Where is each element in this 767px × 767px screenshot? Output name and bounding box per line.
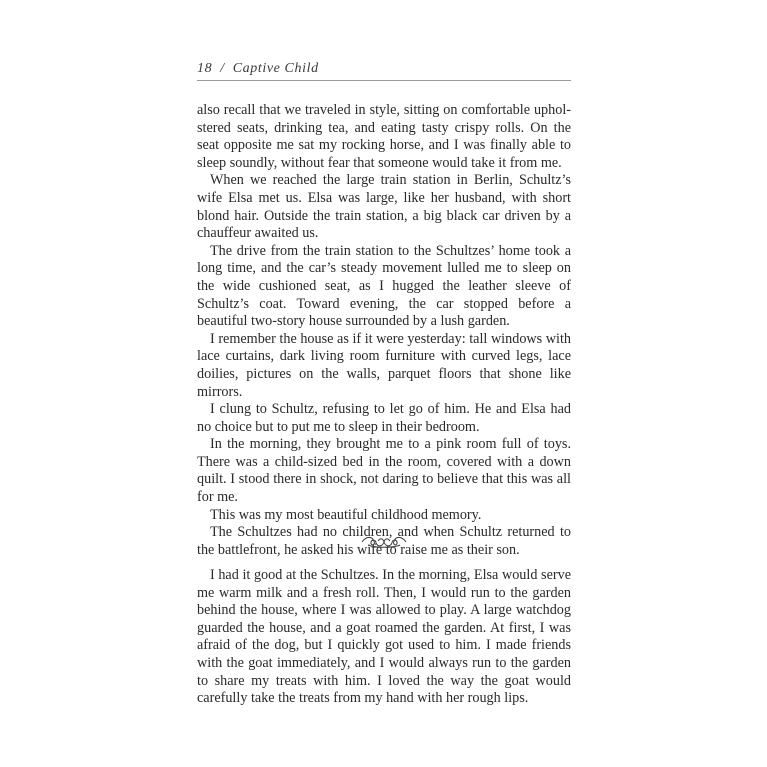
paragraph-6: In the morning, they brought me to a pink room full of toys. There was a child-sized bed in the room, covered with a down quilt. I stood there in shock, not daring to believe that this was all for me.	[197, 436, 571, 506]
paragraph-8: The Schultzes had no children, and when Schultz returned to the battlefront, he asked his wife to raise me as their son.	[197, 524, 571, 558]
page-number: 18	[197, 61, 213, 76]
scroll-ornament-icon	[360, 534, 408, 550]
running-head	[197, 60, 571, 81]
paragraph-9: I had it good at the Schultzes. In the morning, Elsa would serve me warm milk and a fresh roll. Then, I would run to the garden behind the house, where I was allowed to play. A large watchdog guarded the house, and a goat roamed the garden. At first, I was afraid of the dog, but I quickly got used to him. I made friends with the goat immediately, and I would always run to the garden to share my treats with him. I loved the way the goat would carefully take the treats from my hand with her rough lips.	[197, 567, 571, 707]
section-1-text	[197, 102, 571, 559]
paragraph-5: I clung to Schultz, refusing to let go of him. He and Elsa had no choice but to put me to sleep in their bedroom.	[197, 401, 571, 435]
paragraph-7: This was my most beautiful childhood memory.	[210, 506, 482, 523]
paragraph-1: also recall that we traveled in style, sitting on comfortable upholstered seats, drinking tea, and eating tasty crispy rolls. On the seat opposite me sat my rocking horse, and I was finally able to sleep soundly, without fear that someone would take it from me.	[197, 102, 571, 171]
paragraph-2: When we reached the large train station in Berlin, Schultz’s wife Elsa met us. Elsa was large, like her husband, with short blond hair. Outside the train station, a big black car driven by a chauffeur awaited us.	[197, 172, 571, 242]
section-2-text	[197, 567, 571, 708]
paragraph-3: The drive from the train station to the Schultzes’ home took a long time, and the car’s steady movement lulled me to sleep on the wide cushioned seat, as I hugged the leather sleeve of Schultz’s coat. Toward evening, the car stopped before a beautiful two-story house surrounded by a lush garden.	[197, 242, 571, 330]
header-separator: /	[220, 61, 225, 76]
paragraph-4: I remember the house as if it were yesterday: tall windows with lace curtains, dark living room furniture with curved legs, lace doilies, pictures on the walls, parquet floors that shone like mirrors.	[197, 330, 571, 400]
book-title: Captive Child	[232, 61, 319, 76]
